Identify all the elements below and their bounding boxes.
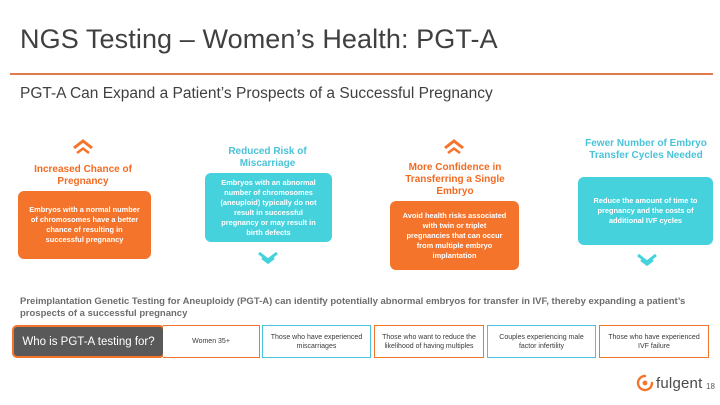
fulgent-logo-icon bbox=[636, 374, 654, 392]
group-miscarriages: Those who have experienced miscarriages bbox=[262, 325, 371, 358]
logo-text: fulgent bbox=[656, 374, 703, 392]
benefit-card-single-embryo: Avoid health risks associated with twin or triplet pregnancies that can occur from multiple embryo implantation bbox=[390, 201, 519, 270]
benefit-title-increased-chance: Increased Chance of Pregnancy bbox=[34, 164, 132, 187]
pgta-intro-text: Preimplantation Genetic Testing for Aneuploidy (PGT-A) can identify potentially abnormal embryos for transfer in IVF, thereby expanding a patient’s prospects of a successful pregnancy bbox=[20, 296, 686, 319]
benefit-title-single-embryo: More Confidence in Transferring a Single Embryo bbox=[405, 162, 505, 197]
group-ivf-failure: Those who have experienced IVF failure bbox=[599, 325, 709, 358]
fulgent-logo bbox=[636, 374, 702, 392]
who-is-testing-for-label: Who is PGT-A testing for? bbox=[12, 325, 165, 358]
benefit-card-fewer-cycles: Reduce the amount of time to pregnancy and the costs of additional IVF cycles bbox=[578, 177, 713, 245]
group-male-factor: Couples experiencing male factor infertility bbox=[487, 325, 596, 358]
chevron-up-icon bbox=[443, 139, 465, 155]
slide-subtitle: PGT-A Can Expand a Patient’s Prospects of a Successful Pregnancy bbox=[20, 85, 493, 102]
chevron-down-icon bbox=[636, 253, 658, 269]
benefit-card-reduced-risk: Embryos with an abnormal number of chromosomes (aneuploid) typically do not result in successful pregnancy or may result in birth defects bbox=[205, 173, 332, 242]
benefit-card-increased-chance: Embryos with a normal number of chromosomes have a better chance of resulting in successful pregnancy bbox=[18, 191, 151, 259]
benefit-title-fewer-cycles: Fewer Number of Embryo Transfer Cycles Needed bbox=[585, 138, 707, 161]
group-women-35: Women 35+ bbox=[163, 325, 260, 358]
page-number: 18 bbox=[706, 382, 715, 391]
title-divider bbox=[10, 73, 713, 75]
slide-title: NGS Testing – Women’s Health: PGT-A bbox=[20, 24, 498, 54]
chevron-up-icon bbox=[72, 139, 94, 155]
benefit-title-reduced-risk: Reduced Risk of Miscarriage bbox=[228, 146, 307, 169]
group-reduce-multiples: Those who want to reduce the likelihood of having multiples bbox=[374, 325, 484, 358]
chevron-down-icon bbox=[257, 251, 279, 267]
